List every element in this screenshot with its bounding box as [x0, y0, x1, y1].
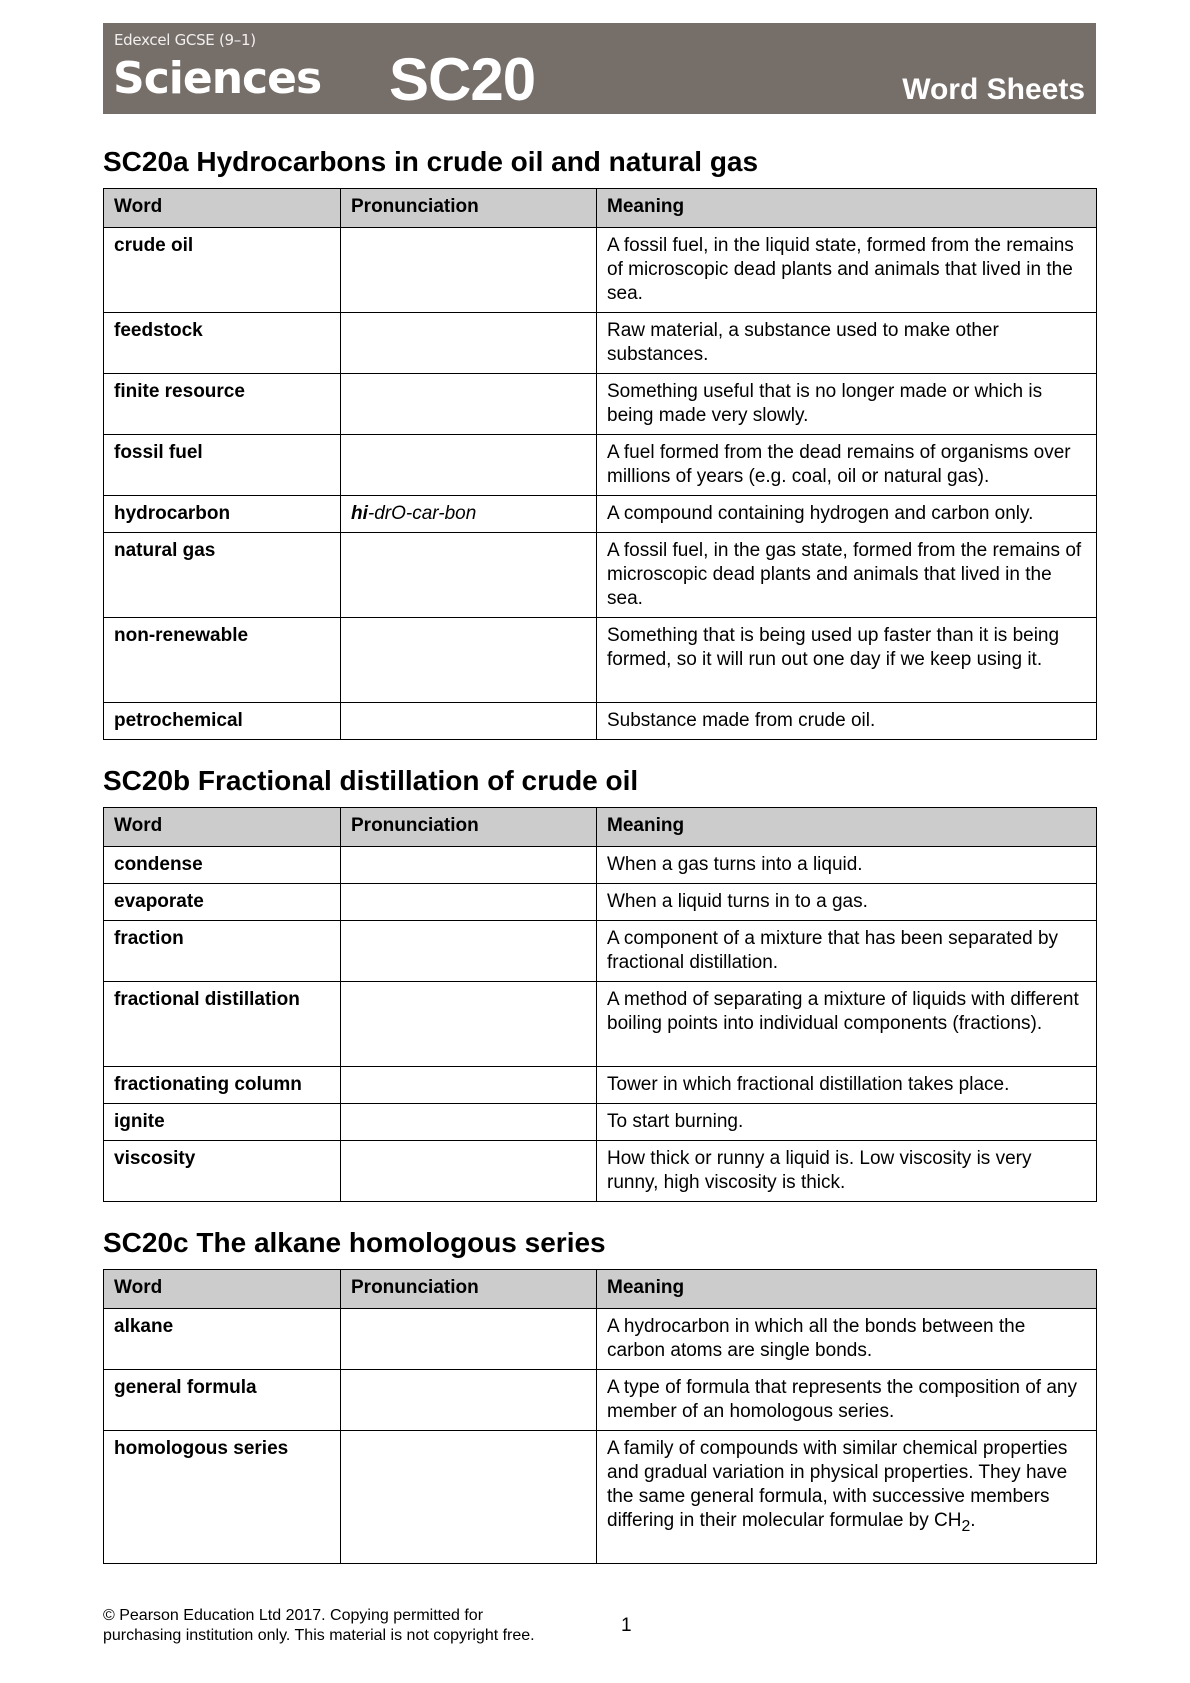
table-header-row: [104, 1270, 1097, 1309]
meaning-cell: A type of formula that represents the composition of any member of an homologous series.: [597, 1370, 1097, 1431]
column-header-word: Word: [104, 189, 341, 228]
meaning-cell: Substance made from crude oil.: [597, 703, 1097, 740]
table-row: [104, 313, 1097, 374]
pronunciation-cell: [341, 982, 597, 1067]
table-header-row: [104, 189, 1097, 228]
meaning-cell: When a liquid turns in to a gas.: [597, 884, 1097, 921]
meaning-cell: Raw material, a substance used to make other substances.: [597, 313, 1097, 374]
meaning-cell: To start burning.: [597, 1104, 1097, 1141]
pronunciation-cell: [341, 435, 597, 496]
word-cell: fractional distillation: [104, 982, 341, 1067]
column-header-word: Word: [104, 1270, 341, 1309]
pronunciation-cell: [341, 1309, 597, 1370]
table-row: [104, 921, 1097, 982]
meaning-cell: A component of a mixture that has been separated by fractional distillation.: [597, 921, 1097, 982]
word-cell: ignite: [104, 1104, 341, 1141]
table-row: [104, 1370, 1097, 1431]
table-row: [104, 496, 1097, 533]
pronunciation-cell: [341, 703, 597, 740]
table-row: [104, 982, 1097, 1067]
word-cell: crude oil: [104, 228, 341, 313]
column-header-meaning: Meaning: [597, 808, 1097, 847]
word-cell: petrochemical: [104, 703, 341, 740]
table-row: [104, 1431, 1097, 1564]
pronunciation-cell: [341, 1104, 597, 1141]
table-row: [104, 435, 1097, 496]
table-row: [104, 703, 1097, 740]
meaning-cell: [597, 1431, 1097, 1564]
pronunciation-cell: [341, 496, 597, 533]
column-header-meaning: Meaning: [597, 1270, 1097, 1309]
column-header-meaning: Meaning: [597, 189, 1097, 228]
word-cell: finite resource: [104, 374, 341, 435]
table-row: [104, 618, 1097, 703]
meaning-suffix: .: [970, 1510, 976, 1531]
column-header-word: Word: [104, 808, 341, 847]
copyright-line-2: purchasing institution only. This material is not copyright free.: [103, 1627, 535, 1644]
word-cell: general formula: [104, 1370, 341, 1431]
pronunciation-cell: [341, 228, 597, 313]
pronunciation-cell: [341, 921, 597, 982]
pronunciation-cell: [341, 374, 597, 435]
table-row: [104, 884, 1097, 921]
word-cell: feedstock: [104, 313, 341, 374]
word-cell: fossil fuel: [104, 435, 341, 496]
pronunciation-cell: [341, 884, 597, 921]
column-header-pronunciation: Pronunciation: [341, 1270, 597, 1309]
word-cell: homologous series: [104, 1431, 341, 1564]
table-row: [104, 1141, 1097, 1202]
meaning-cell: A hydrocarbon in which all the bonds between the carbon atoms are single bonds.: [597, 1309, 1097, 1370]
column-header-pronunciation: Pronunciation: [341, 808, 597, 847]
meaning-cell: When a gas turns into a liquid.: [597, 847, 1097, 884]
table-row: [104, 533, 1097, 618]
word-cell: condense: [104, 847, 341, 884]
section-heading-sc20a: SC20a Hydrocarbons in crude oil and natural gas: [103, 146, 759, 177]
meaning-subscript: 2: [961, 1517, 971, 1535]
word-cell: viscosity: [104, 1141, 341, 1202]
word-cell: evaporate: [104, 884, 341, 921]
column-header-pronunciation: Pronunciation: [341, 189, 597, 228]
word-cell: alkane: [104, 1309, 341, 1370]
copyright-line-1: © Pearson Education Ltd 2017. Copying permitted for: [103, 1607, 484, 1624]
table-row: [104, 847, 1097, 884]
word-cell: fractionating column: [104, 1067, 341, 1104]
pronunciation-cell: [341, 1141, 597, 1202]
pronunciation-stress: hi: [351, 503, 368, 524]
glossary-table-sc20b: [103, 807, 1097, 1202]
pronunciation-cell: [341, 1370, 597, 1431]
subject-title: Sciences: [113, 53, 322, 104]
meaning-cell: A fuel formed from the dead remains of organisms over millions of years (e.g. coal, oil or natural gas).: [597, 435, 1097, 496]
table-row: [104, 228, 1097, 313]
word-cell: hydrocarbon: [104, 496, 341, 533]
unit-code: SC20: [389, 46, 536, 113]
meaning-cell: A method of separating a mixture of liquids with different boiling points into individual components (fractions).: [597, 982, 1097, 1067]
meaning-cell: Tower in which fractional distillation takes place.: [597, 1067, 1097, 1104]
meaning-cell: A compound containing hydrogen and carbon only.: [597, 496, 1097, 533]
word-cell: non-renewable: [104, 618, 341, 703]
glossary-table-sc20c: [103, 1269, 1097, 1564]
section-heading-sc20c: SC20c The alkane homologous series: [103, 1227, 606, 1258]
meaning-cell: How thick or runny a liquid is. Low viscosity is very runny, high viscosity is thick.: [597, 1141, 1097, 1202]
word-cell: fraction: [104, 921, 341, 982]
pronunciation-cell: [341, 1431, 597, 1564]
meaning-cell: A fossil fuel, in the gas state, formed from the remains of microscopic dead plants and animals that lived in the sea.: [597, 533, 1097, 618]
pronunciation-cell: [341, 1067, 597, 1104]
page-number: 1: [621, 1615, 632, 1636]
word-cell: natural gas: [104, 533, 341, 618]
pronunciation-cell: [341, 847, 597, 884]
section-heading-sc20b: SC20b Fractional distillation of crude oil: [103, 765, 639, 796]
pronunciation-cell: [341, 533, 597, 618]
pronunciation-cell: [341, 313, 597, 374]
exam-board-label: Edexcel GCSE (9–1): [114, 31, 256, 49]
table-row: [104, 1067, 1097, 1104]
pronunciation-rest: -drO-car-bon: [367, 503, 477, 524]
table-header-row: [104, 808, 1097, 847]
meaning-cell: Something useful that is no longer made or which is being made very slowly.: [597, 374, 1097, 435]
table-row: [104, 374, 1097, 435]
header-banner: [103, 23, 1096, 114]
table-row: [104, 1309, 1097, 1370]
pronunciation-cell: [341, 618, 597, 703]
sheet-type: Word Sheets: [902, 73, 1085, 106]
copyright-notice: [103, 1606, 535, 1646]
meaning-text: A family of compounds with similar chemical properties and gradual variation in physical properties. They have the same general formula, with successive members differing in their molecular formulae by CH: [607, 1438, 1068, 1531]
glossary-table-sc20a: [103, 188, 1097, 740]
table-row: [104, 1104, 1097, 1141]
meaning-cell: A fossil fuel, in the liquid state, formed from the remains of microscopic dead plants and animals that lived in the sea.: [597, 228, 1097, 313]
meaning-cell: Something that is being used up faster than it is being formed, so it will run out one day if we keep using it.: [597, 618, 1097, 703]
